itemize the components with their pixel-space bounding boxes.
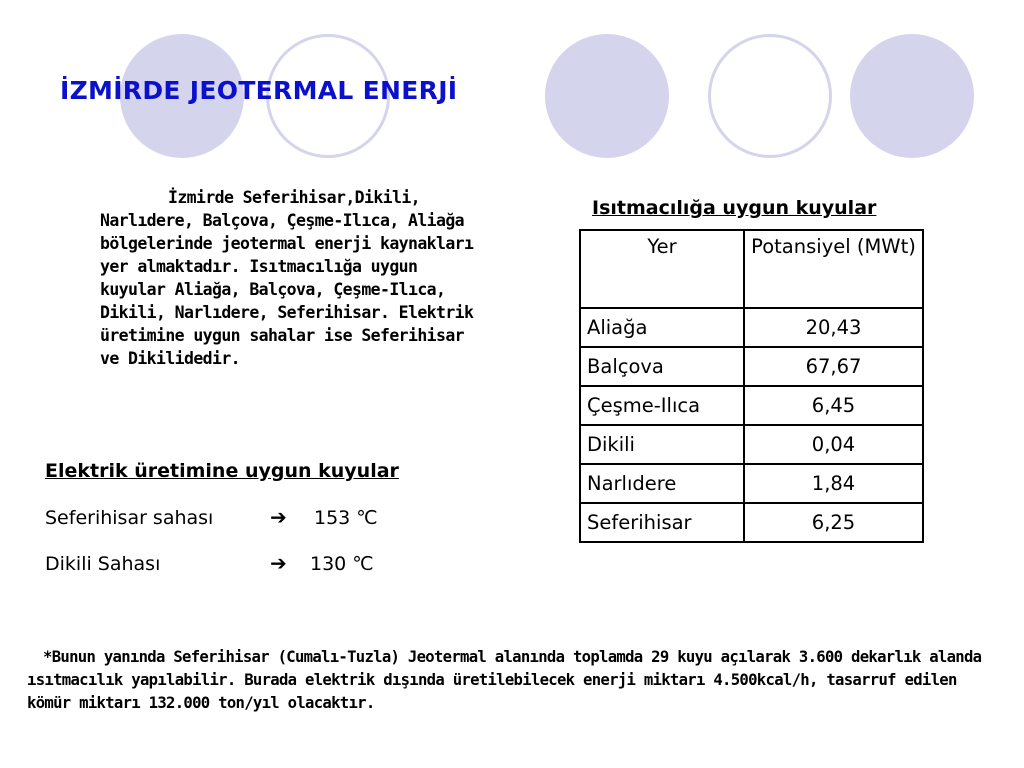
decor-circle-2	[545, 34, 669, 158]
cell-potential: 6,45	[744, 386, 923, 425]
cell-place: Narlıdere	[580, 464, 744, 503]
electricity-item-temp: 130 ℃	[310, 553, 374, 575]
cell-potential: 0,04	[744, 425, 923, 464]
electricity-item-temp: 153 ℃	[314, 507, 378, 529]
table-row	[580, 347, 923, 386]
column-header-potential: Potansiyel (MWt)	[744, 230, 923, 308]
table-row	[580, 425, 923, 464]
intro-paragraph	[100, 186, 490, 370]
table-row	[580, 386, 923, 425]
decor-circle-3	[850, 34, 974, 158]
heating-table	[579, 229, 924, 543]
cell-potential: 1,84	[744, 464, 923, 503]
electricity-item-name: Dikili Sahası	[45, 553, 161, 575]
cell-potential: 6,25	[744, 503, 923, 542]
electricity-heading: Elektrik üretimine uygun kuyular	[45, 460, 399, 482]
column-header-place: Yer	[580, 230, 744, 308]
cell-place: Aliağa	[580, 308, 744, 347]
cell-place: Çeşme-Ilıca	[580, 386, 744, 425]
cell-place: Seferihisar	[580, 503, 744, 542]
arrow-right-icon: ➔	[270, 551, 287, 575]
footnote	[27, 646, 987, 715]
decor-ring-2	[708, 34, 832, 158]
table-row	[580, 464, 923, 503]
cell-place: Balçova	[580, 347, 744, 386]
footnote-text: *Bunun yanında Seferihisar (Cumalı-Tuzla) Jeotermal alanında toplamda 29 kuyu açılarak 3.600 dekarlık alanda ısıtmacılık yapılabilir. Burada elektrik dışında üretilebilecek enerji miktarı 4.500kcal/h, tasarruf edilen kömür miktarı 132.000 ton/yıl olacaktır.	[27, 648, 982, 712]
slide-title: İZMİRDE JEOTERMAL ENERJİ	[60, 76, 458, 105]
table-header-row	[580, 230, 923, 308]
intro-paragraph-text: İzmirde Seferihisar,Dikili, Narlıdere, Balçova, Çeşme-Ilıca, Aliağa bölgelerinde jeotermal enerji kaynakları yer almaktadır. Isıtmacılığa uygun kuyular Aliağa, Balçova, Çeşme-Ilıca, Dikili, Narlıdere, Seferihisar. Elektrik üretimine uygun sahalar ise Seferihisar ve Dikilidedir.	[100, 188, 474, 368]
table-row	[580, 503, 923, 542]
arrow-right-icon: ➔	[270, 505, 287, 529]
cell-potential: 67,67	[744, 347, 923, 386]
heating-heading: Isıtmacılığa uygun kuyular	[592, 197, 877, 219]
cell-place: Dikili	[580, 425, 744, 464]
electricity-item-name: Seferihisar sahası	[45, 507, 214, 529]
table-row	[580, 308, 923, 347]
cell-potential: 20,43	[744, 308, 923, 347]
